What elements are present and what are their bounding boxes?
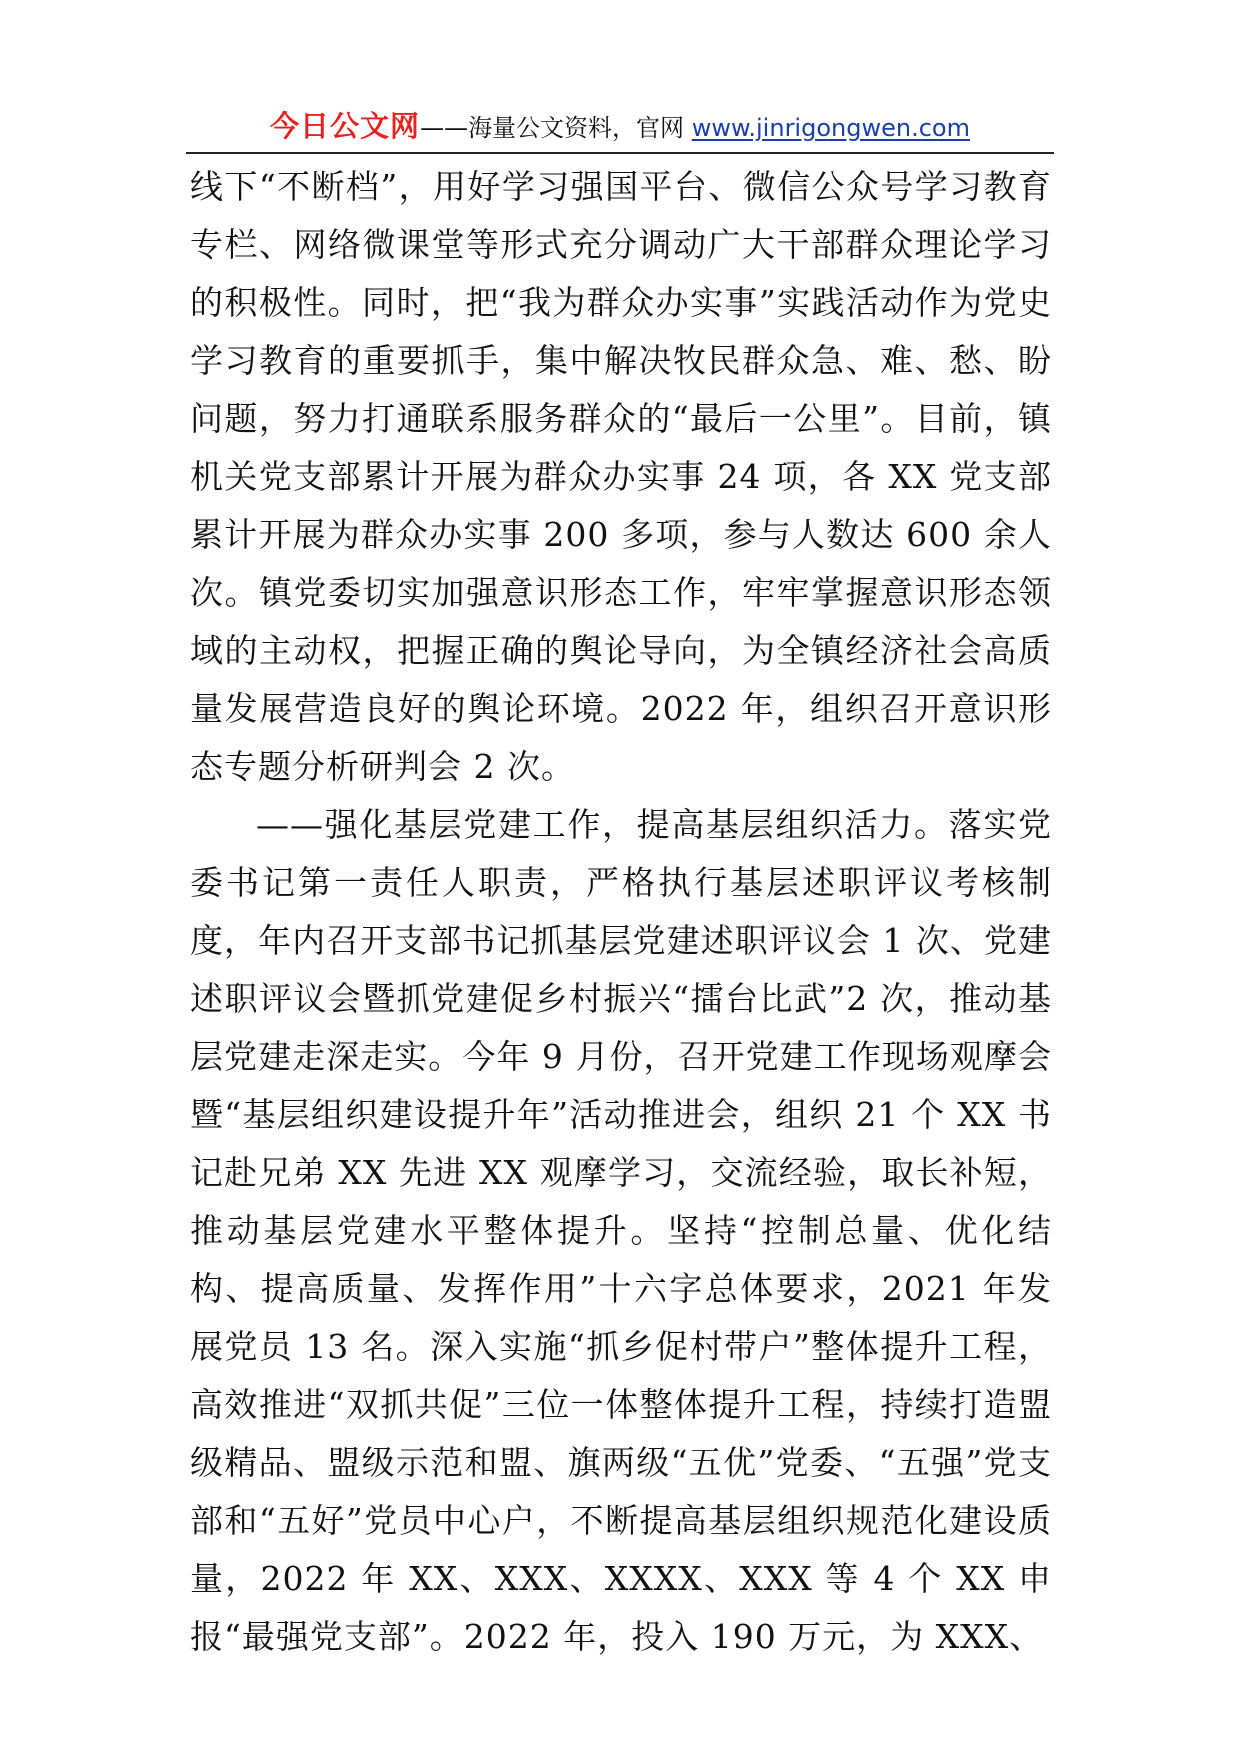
header-tagline: ——海量公文资料，官网 [420, 114, 692, 142]
document-body [190, 158, 1052, 1666]
site-name: 今日公文网 [270, 109, 421, 143]
paragraph-continued: 线下“不断档”，用好学习强国平台、微信公众号学习教育专栏、网络微课堂等形式充分调动广大干部群众理论学习的积极性。同时，把“我为群众办实事”实践活动作为党史学习教育的重要抓手，集中解决牧民群众急、难、愁、盼问题，努力打通联系服务群众的“最后一公里”。目前，镇机关党支部累计开展为群众办实事 24 项，各 XX 党支部累计开展为群众办实事 200 多项，参与人数达 600 余人次。镇党委切实加强意识形态工作，牢牢掌握意识形态领域的主动权，把握正确的舆论导向，为全镇经济社会高质量发展营造良好的舆论环境。2022 年，组织召开意识形态专题分析研判会 2 次。 [190, 167, 1052, 786]
page-header [186, 106, 1054, 154]
site-url-link[interactable]: www.jinrigongwen.com [691, 114, 970, 142]
header-line [270, 106, 970, 151]
paragraph-party-building: ——强化基层党建工作，提高基层组织活力。落实党委书记第一责任人职责，严格执行基层述职评议考核制度，年内召开支部书记抓基层党建述职评议会 1 次、党建述职评议会暨抓党建促乡村振兴“擂台比武”2 次，推动基层党建走深走实。今年 9 月份，召开党建工作现场观摩会暨“基层组织建设提升年”活动推进会，组织 21 个 XX 书记赴兄弟 XX 先进 XX 观摩学习，交流经验，取长补短，推动基层党建水平整体提升。坚持“控制总量、优化结构、提高质量、发挥作用”十六字总体要求，2021 年发展党员 13 名。深入实施“抓乡促村带户”整体提升工程，高效推进“双抓共促”三位一体整体提升工程，持续打造盟级精品、盟级示范和盟、旗两级“五优”党委、“五强”党支部和“五好”党员中心户，不断提高基层组织规范化建设质量，2022 年 XX、XXX、XXXX、XXX 等 4 个 XX 申报“最强党支部”。2022 年，投入 190 万元，为 XXX、 [190, 805, 1052, 1656]
